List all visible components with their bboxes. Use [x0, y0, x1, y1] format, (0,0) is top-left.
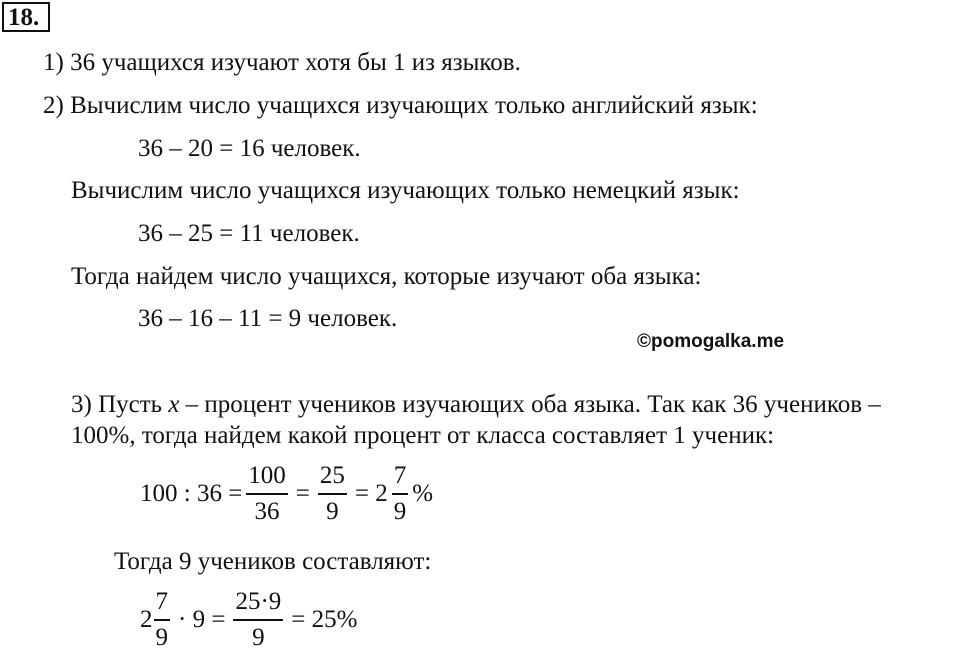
eq1-f2-denominator: 9: [326, 498, 339, 525]
eq2-fraction-7-9: [154, 588, 171, 652]
eq2-f2-denominator: 9: [252, 624, 265, 651]
eq1-f1-numerator: 100: [246, 462, 288, 495]
text-line-6: Тогда найдем число учащихся, которые изучают оба языка:: [71, 263, 702, 290]
equation-2: [140, 588, 361, 652]
text-line-5: 36 – 25 = 11 человек.: [138, 220, 360, 247]
watermark: ©pomogalka.me: [637, 331, 785, 352]
eq2-whole: 2: [140, 606, 153, 633]
text-line-4: Вычислим число учащихся изучающих только немецкий язык:: [71, 177, 740, 204]
text-line-9: 100%, тогда найдем какой процент от класса составляет 1 ученик:: [71, 422, 775, 449]
text-line-2: 2) Вычислим число учащихся изучающих только английский язык:: [43, 92, 758, 119]
text-line-10: Тогда 9 учеников составляют:: [114, 548, 432, 575]
eq1-f3-numerator: 7: [392, 462, 409, 495]
problem-number: 18.: [2, 2, 50, 32]
eq1-f3-denominator: 9: [393, 498, 407, 525]
eq1-f2-numerator: 25: [318, 462, 347, 495]
eq1-equals: =: [295, 480, 310, 507]
text-line-8-start: 3) Пусть: [71, 391, 169, 418]
eq2-fraction-25x9-9: [233, 588, 283, 652]
text-line-3: 36 – 20 = 16 человек.: [138, 135, 361, 162]
text-line-8-end: – процент учеников изучающих оба языка. Так как 36 учеников –: [179, 391, 881, 418]
eq1-equals-whole: = 2: [354, 480, 388, 507]
eq1-percent: %: [412, 480, 434, 507]
equation-1: [140, 462, 433, 526]
text-line-7: 36 – 16 – 11 = 9 человек.: [138, 305, 398, 332]
eq1-fraction-7-9: [392, 462, 409, 526]
variable-x: x: [168, 391, 180, 418]
text-line-1: 1) 36 учащихся изучают хотя бы 1 из языков.: [43, 49, 521, 76]
eq2-result: = 25%: [291, 606, 358, 633]
eq2-f2-numerator: 25·9: [233, 588, 283, 621]
text-line-8: [71, 390, 881, 420]
eq2-f1-numerator: 7: [154, 588, 171, 621]
eq1-f1-denominator: 36: [254, 498, 280, 525]
eq1-fraction-100-36: [246, 462, 288, 526]
eq1-lhs: 100 : 36 =: [140, 480, 243, 507]
eq2-multiply: · 9 =: [178, 606, 226, 633]
eq1-fraction-25-9: [318, 462, 347, 526]
eq2-f1-denominator: 9: [155, 624, 168, 651]
